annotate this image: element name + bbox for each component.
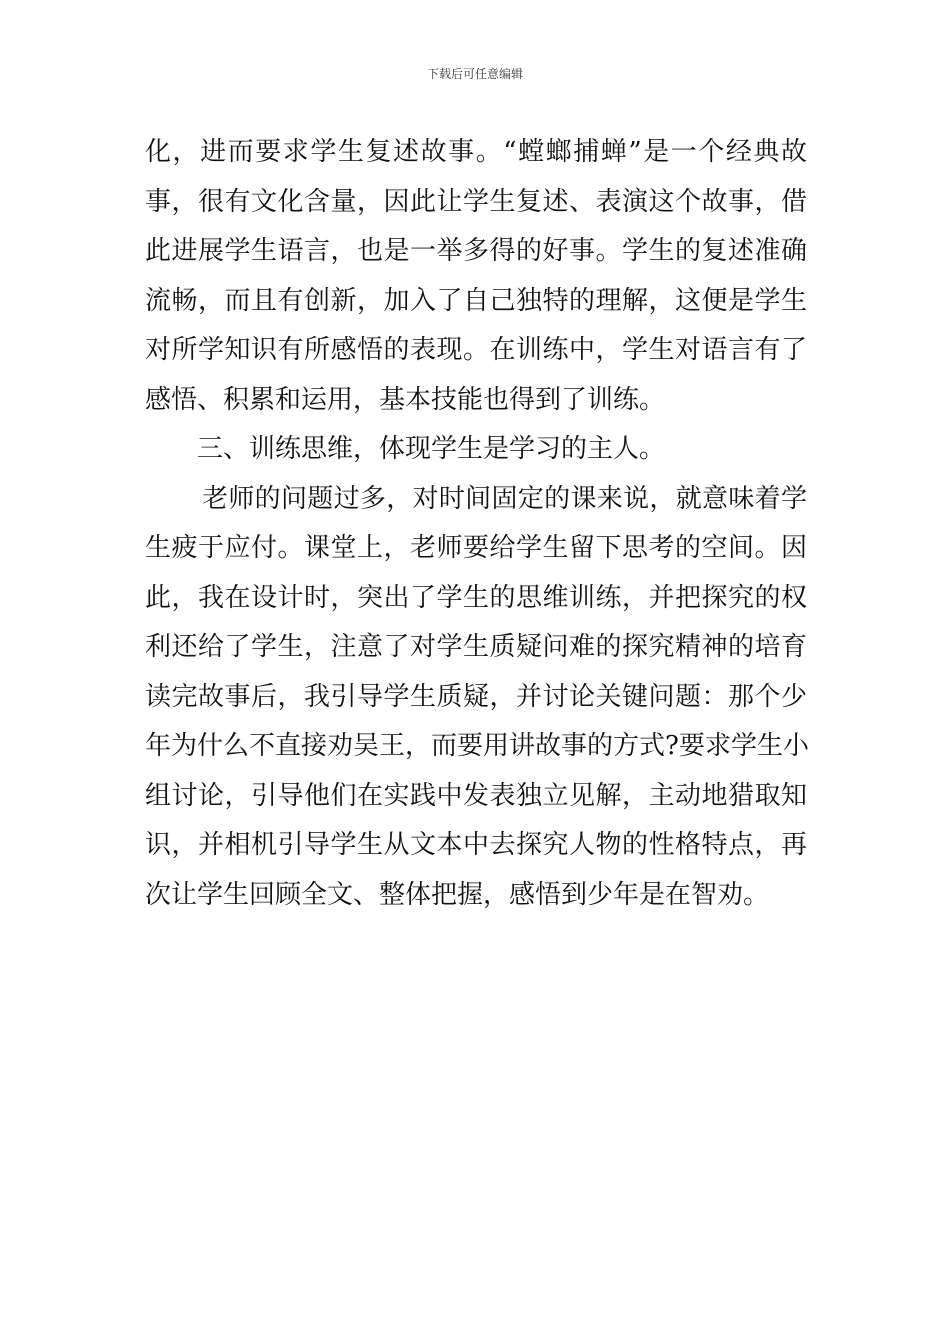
text-line: 年为什么不直接劝吴王，而要用讲故事的方式?要求学生小 bbox=[145, 731, 809, 761]
text-line: 感悟、积累和运用，基本技能也得到了训练。 bbox=[145, 384, 666, 415]
text-line: 对所学知识有所感悟的表现。在训练中，学生对语言有了 bbox=[145, 335, 807, 365]
text-line: 化，进而要求学生复述故事。“螳螂捕蝉”是一个经典故 bbox=[145, 137, 807, 167]
page-header: 下载后可任意编辑 bbox=[426, 67, 523, 81]
section-heading: 三、训练思维，体现学生是学习的主人。 bbox=[197, 434, 666, 464]
text-line: 生疲于应付。课堂上，老师要给学生留下思考的空间。因 bbox=[145, 533, 807, 563]
document-body bbox=[145, 128, 807, 920]
text-line: 组讨论，引导他们在实践中发表独立见解，主动地猎取知 bbox=[145, 780, 807, 811]
text-line: 次让学生回顾全文、整体把握，感悟到少年是在智劝。 bbox=[145, 879, 770, 910]
text-line: 老师的问题过多，对时间固定的课来说，就意味着学 bbox=[202, 483, 807, 514]
text-line: 此进展学生语言，也是一举多得的好事。学生的复述准确 bbox=[145, 236, 807, 266]
text-line: 事，很有文化含量，因此让学生复述、表演这个故事，借 bbox=[145, 186, 807, 217]
text-line: 利还给了学生，注意了对学生质疑问难的探究精神的培育 bbox=[145, 632, 807, 662]
text-line: 读完故事后，我引导学生质疑，并讨论关键问题：那个少 bbox=[145, 681, 807, 712]
text-line: 此，我在设计时，突出了学生的思维训练，并把探究的权 bbox=[145, 582, 807, 613]
text-line: 流畅，而且有创新，加入了自己独特的理解，这便是学生 bbox=[145, 285, 807, 316]
text-line: 识，并相机引导学生从文本中去探究人物的性格特点，再 bbox=[145, 830, 807, 860]
